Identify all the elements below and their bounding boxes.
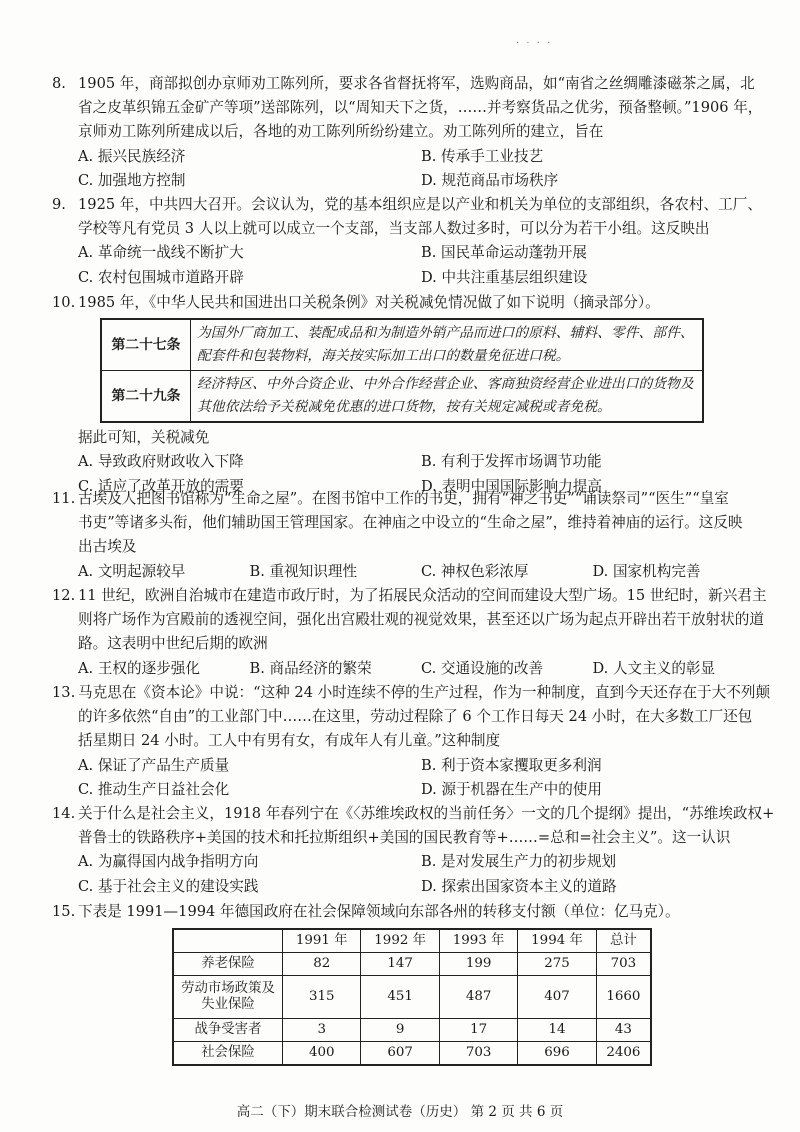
question-11-line-1: 11. 古埃及人把图书馆称为“生命之屋”。在图书馆中工作的书吏，拥有“神之书吏”“诵读祭司”“医生”“皇室 <box>52 487 764 511</box>
table-row <box>101 371 703 423</box>
option-b[interactable]: B. 传承手工业技艺 <box>421 147 544 165</box>
table-cell: 9 <box>361 1019 439 1042</box>
option-c[interactable]: C. 交通设施的改善 <box>421 659 544 677</box>
question-13-line-2: 的许多依然“自由”的工业部门中……在这里，劳动过程除了 6 个工作日每天 24 小时，在大多数工厂还包 <box>78 708 753 726</box>
article-label: 第二十七条 <box>101 319 191 371</box>
table-cell: 607 <box>361 1042 439 1066</box>
option-a[interactable]: A. 保证了产品生产质量 <box>78 756 230 774</box>
option-a[interactable]: A. 文明起源较早 <box>78 562 186 580</box>
table-cell: 147 <box>361 953 439 976</box>
question-15-line-1: 15. 下表是 1991—1994 年德国政府在社会保障领域向东部各州的转移支付额（单位：亿马克）。 <box>52 900 764 924</box>
question-9 <box>52 193 764 290</box>
options-row <box>52 778 764 802</box>
question-number: 9. <box>52 196 66 213</box>
row-label: 养老保险 <box>173 953 283 976</box>
question-number: 10. <box>52 294 76 311</box>
options-row <box>52 169 764 193</box>
option-d[interactable]: D. 国家机构完善 <box>592 562 701 580</box>
option-b[interactable]: B. 是对发展生产力的初步规划 <box>421 853 617 871</box>
question-number: 14. <box>52 805 76 822</box>
question-number: 11. <box>52 490 76 507</box>
article-text: 为国外厂商加工、装配成品和为制造外销产品而进口的原料、辅料、零件、部件、配套件和包装物料，海关按实际加工出口的数量免征进口税。 <box>191 319 704 371</box>
table-cell: 315 <box>283 976 361 1019</box>
page-mark: · · · · <box>516 38 553 49</box>
row-label: 劳动市场政策及失业保险 <box>173 976 283 1019</box>
tariff-articles-table <box>100 318 704 423</box>
question-10-line-1: 10. 1985 年，《中华人民共和国进出口关税条例》对关税减免情况做了如下说明（摘录部分）。 <box>52 291 764 315</box>
question-number: 15. <box>52 903 76 920</box>
table-cell: 703 <box>439 1042 517 1066</box>
options-row <box>52 875 764 899</box>
article-text: 经济特区、中外合资企业、中外合作经营企业、客商独资经营企业进出口的货物及其他依法给予关税减免优惠的进口货物，按有关规定减税或者免税。 <box>191 371 704 423</box>
question-8-line-3: 京师劝工陈列所建成以后，各地的劝工陈列所纷纷建立。劝工陈列所的建立，旨在 <box>78 123 604 141</box>
question-8 <box>52 72 764 193</box>
option-d[interactable]: D. 中共注重基层组织建设 <box>421 268 588 286</box>
question-13 <box>52 681 771 802</box>
question-13-line-3: 括星期日 24 小时。工人中有男有女，有成年人有儿童。”这种制度 <box>78 732 501 750</box>
options-row <box>52 754 764 778</box>
question-12-line-2: 则将广场作为宫殿前的透视空间，强化出宫殿壮观的视觉效果，甚至还以广场为起点开辟出若干放射状的道 <box>78 611 764 629</box>
option-b[interactable]: B. 重视知识理性 <box>249 562 358 580</box>
option-c[interactable]: C. 适应了改革开放的需要 <box>78 477 244 495</box>
options-row <box>52 145 764 169</box>
table-row <box>173 953 651 976</box>
question-number: 8. <box>52 75 66 92</box>
question-14-line-1: 14. 关于什么是社会主义，1918 年春列宁在《〈苏维埃政权的当前任务〉一文的几个提纲》提出，“苏维埃政权+ <box>52 802 764 826</box>
question-12-line-1: 12. 11 世纪，欧洲自治城市在建造市政厅时，为了拓展民众活动的空间而建设大型广场。15 世纪时，新兴君主 <box>52 584 764 608</box>
row-label: 社会保险 <box>173 1042 283 1066</box>
option-d[interactable]: D. 人文主义的彰显 <box>592 659 716 677</box>
table-cell: 3 <box>283 1019 361 1042</box>
question-12-line-3: 路。这表明中世纪后期的欧洲 <box>78 635 268 653</box>
question-11 <box>52 487 764 584</box>
options-row <box>52 657 764 681</box>
table-row <box>173 1042 651 1066</box>
table-row <box>101 319 703 371</box>
option-d[interactable]: D. 探索出国家资本主义的道路 <box>421 877 617 895</box>
question-8-line-1: 8. 1905 年，商部拟创办京师劝工陈列所，要求各省督抚将军，选购商品，如“南省之丝绸雕漆磁茶之属，北 <box>52 72 764 96</box>
table-cell: 82 <box>283 953 361 976</box>
option-b[interactable]: B. 国民革命运动蓬勃开展 <box>421 244 587 262</box>
column-header: 1992 年 <box>361 929 439 953</box>
table-cell: 1660 <box>596 976 651 1019</box>
table-cell: 407 <box>518 976 596 1019</box>
table-cell: 17 <box>439 1019 517 1042</box>
column-header: 1994 年 <box>518 929 596 953</box>
option-a[interactable]: A. 革命统一战线不断扩大 <box>78 244 244 262</box>
table-cell: 487 <box>439 976 517 1019</box>
column-header <box>173 929 283 953</box>
table-header-row <box>173 929 651 953</box>
options-row <box>52 850 764 874</box>
question-9-line-2: 学校等凡有党员 3 人以上就可以成立一个支部，当支部人数过多时，可以分为若干小组。这反映出 <box>78 220 710 238</box>
question-15 <box>52 900 764 924</box>
options-row <box>52 241 764 265</box>
column-header: 1993 年 <box>439 929 517 953</box>
question-11-line-3: 出古埃及 <box>78 538 137 556</box>
column-header: 总计 <box>596 929 651 953</box>
row-label: 战争受害者 <box>173 1019 283 1042</box>
options-row <box>52 560 764 584</box>
option-d[interactable]: D. 表明中国国际影响力提高 <box>421 477 602 495</box>
table-cell: 400 <box>283 1042 361 1066</box>
option-a[interactable]: A. 王权的逐步强化 <box>78 659 200 677</box>
table-row <box>173 1019 651 1042</box>
table-cell: 199 <box>439 953 517 976</box>
option-c[interactable]: C. 基于社会主义的建设实践 <box>78 877 259 895</box>
option-a[interactable]: A. 振兴民族经济 <box>78 147 186 165</box>
transfer-payment-table <box>172 928 652 1066</box>
table-cell: 703 <box>596 953 651 976</box>
question-14-line-2: 普鲁士的铁路秩序+美国的技术和托拉斯组织+美国的国民教育等+……=总和=社会主义”。这一认识 <box>78 829 731 847</box>
question-13-line-1: 13. 马克思在《资本论》中说：“这种 24 小时连续不停的生产过程，作为一种制度，直到今天还存在于大不列颠 <box>52 681 764 705</box>
question-10 <box>52 291 764 499</box>
option-d[interactable]: D. 源于机器在生产中的使用 <box>421 780 602 798</box>
table-cell: 43 <box>596 1019 651 1042</box>
table-cell: 14 <box>518 1019 596 1042</box>
question-10-prompt: 据此可知，关税减免 <box>78 429 210 447</box>
question-number: 13. <box>52 684 76 701</box>
option-b[interactable]: B. 有利于发挥市场调节功能 <box>421 453 602 471</box>
option-b[interactable]: B. 利于资本家攫取更多利润 <box>421 756 602 774</box>
option-c[interactable]: C. 推动生产日益社会化 <box>78 780 230 798</box>
option-b[interactable]: B. 商品经济的繁荣 <box>249 659 372 677</box>
table-cell: 451 <box>361 976 439 1019</box>
option-d[interactable]: D. 规范商品市场秩序 <box>421 171 559 189</box>
article-label: 第二十九条 <box>101 371 191 423</box>
question-number: 12. <box>52 587 76 604</box>
table-cell: 2406 <box>596 1042 651 1066</box>
option-a[interactable]: A. 导致政府财政收入下降 <box>78 453 244 471</box>
question-9-line-1: 9. 1925 年，中共四大召开。会议认为，党的基本组织应是以产业和机关为单位的支部组织，各农村、工厂、 <box>52 193 764 217</box>
options-row <box>52 450 764 474</box>
option-c[interactable]: C. 农村包围城市道路开辟 <box>78 268 244 286</box>
option-c[interactable]: C. 神权色彩浓厚 <box>421 562 529 580</box>
question-12 <box>52 584 767 681</box>
table-row <box>173 976 651 1019</box>
question-14 <box>52 802 775 899</box>
page-footer: 高二（下）期末联合检测试卷（历史） 第 2 页 共 6 页 <box>236 1104 564 1120</box>
question-8-line-2: 省之皮革织锦五金矿产等项”送部陈列，以“周知天下之货，……并考察货品之优劣，预备整顿。”1906 年， <box>78 99 763 117</box>
column-header: 1991 年 <box>283 929 361 953</box>
option-c[interactable]: C. 加强地方控制 <box>78 171 186 189</box>
option-a[interactable]: A. 为赢得国内战争指明方向 <box>78 853 259 871</box>
table-cell: 696 <box>518 1042 596 1066</box>
table-cell: 275 <box>518 953 596 976</box>
question-11-line-2: 书吏”等诸多头衔，他们辅助国王管理国家。在神庙之中设立的“生命之屋”，维持着神庙的运行。这反映 <box>78 514 743 532</box>
options-row <box>52 266 764 290</box>
